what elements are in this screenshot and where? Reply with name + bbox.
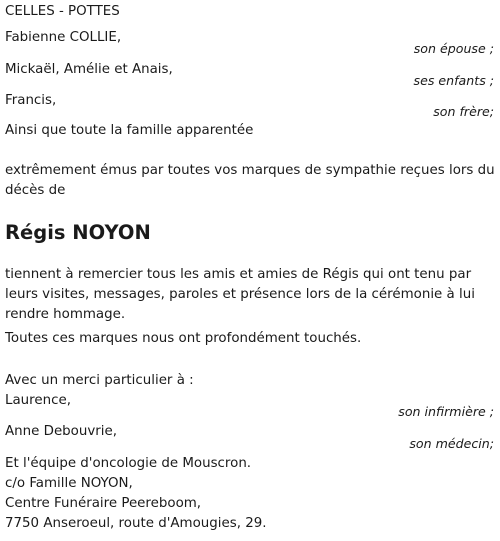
touched-line: Toutes ces marques nous ont profondément touchés. xyxy=(5,331,362,346)
family-member-name: Francis, xyxy=(5,93,57,108)
family-member-name: Mickaël, Amélie et Anais, xyxy=(5,62,173,77)
family-member-relation: ses enfants ; xyxy=(413,73,494,88)
family-member-relation: son épouse ; xyxy=(413,41,494,56)
family-closing: Ainsi que toute la famille apparentée xyxy=(5,123,254,138)
intro-line: extrêmement émus par toutes vos marques de sympathie reçues lors du xyxy=(5,163,495,178)
deceased-name: Régis NOYON xyxy=(5,221,151,244)
family-member-name: Fabienne COLLIE, xyxy=(5,30,122,45)
family-member-relation: son frère; xyxy=(433,104,494,119)
intro-line: décès de xyxy=(5,183,66,198)
location-header: CELLES - POTTES xyxy=(5,4,120,19)
thanks-line: rendre hommage. xyxy=(5,307,126,322)
closing-line: Centre Funéraire Peereboom, xyxy=(5,496,202,511)
special-thanks-relation: son médecin; xyxy=(409,436,494,451)
thanks-line: tiennent à remercier tous les amis et amies de Régis qui ont tenu par xyxy=(5,267,472,282)
special-thanks-name: Laurence, xyxy=(5,393,71,408)
special-thanks-intro: Avec un merci particulier à : xyxy=(5,373,194,388)
thanks-line: leurs visites, messages, paroles et présence lors de la cérémonie à lui xyxy=(5,287,475,302)
closing-line: c/o Famille NOYON, xyxy=(5,476,133,491)
closing-line: 7750 Anseroeul, route d'Amougies, 29. xyxy=(5,516,267,531)
special-thanks-name: Anne Debouvrie, xyxy=(5,424,118,439)
closing-line: Et l'équipe d'oncologie de Mouscron. xyxy=(5,456,252,471)
special-thanks-relation: son infirmière ; xyxy=(398,404,494,419)
